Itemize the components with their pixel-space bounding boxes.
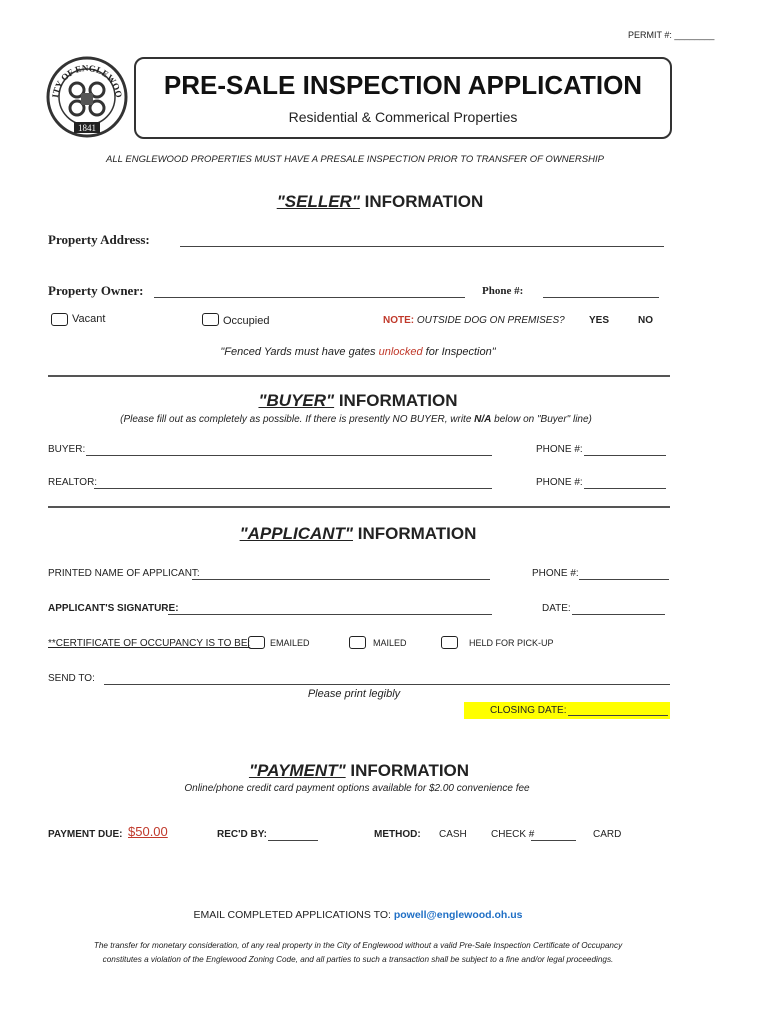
applicant-phone-label: PHONE #: <box>532 568 579 579</box>
emailed-label: EMAILED <box>270 638 310 648</box>
signature-field[interactable] <box>168 614 492 615</box>
date-field[interactable] <box>572 614 665 615</box>
seller-title-rest: INFORMATION <box>359 192 484 211</box>
printed-name-field[interactable] <box>192 579 490 580</box>
send-to-label: SEND TO: <box>48 673 95 684</box>
closing-date-field[interactable] <box>568 715 668 716</box>
held-label: HELD FOR PICK-UP <box>469 638 554 648</box>
check-number-field[interactable] <box>531 840 576 841</box>
method-label: METHOD: <box>374 829 421 840</box>
notice-text: ALL ENGLEWOOD PROPERTIES MUST HAVE A PRESALE INSPECTION PRIOR TO TRANSFER OF OWNERSHIP <box>106 154 604 165</box>
payment-title-rest: INFORMATION <box>345 761 470 780</box>
realtor-phone-field[interactable] <box>584 488 666 489</box>
email-instructions <box>0 909 716 921</box>
recd-by-field[interactable] <box>268 840 318 841</box>
buyer-field[interactable] <box>86 455 492 456</box>
occupied-label: Occupied <box>223 315 270 327</box>
mailed-label: MAILED <box>373 638 407 648</box>
seal-top-text: ITY OF ENGLEWOO <box>50 62 124 99</box>
closing-date-label: CLOSING DATE: <box>490 705 567 716</box>
realtor-phone-label: PHONE #: <box>536 477 583 488</box>
date-label: DATE: <box>542 603 571 614</box>
divider <box>48 375 670 377</box>
coo-label-text: **CERTIFICATE OF OCCUPANCY IS TO BE: <box>48 638 251 649</box>
realtor-field[interactable] <box>94 488 492 489</box>
permit-number: PERMIT #: ________ <box>628 30 715 40</box>
cash-option[interactable]: CASH <box>439 829 467 840</box>
print-legibly-note: Please print legibly <box>307 688 401 700</box>
seller-title-q: "SELLER" <box>276 192 360 211</box>
instructions-post: below on "Buyer" line) <box>491 414 592 425</box>
note-text: OUTSIDE DOG ON PREMISES? <box>414 315 565 326</box>
payment-title-q: "PAYMENT" <box>248 761 346 780</box>
buyer-title-rest: INFORMATION <box>334 391 458 410</box>
payment-section-title <box>0 761 744 781</box>
signature-label: APPLICANT'S SIGNATURE: <box>48 603 179 614</box>
buyer-phone-label: PHONE #: <box>536 444 583 455</box>
dog-no-option[interactable]: NO <box>638 315 653 326</box>
note-label: NOTE: <box>383 315 415 326</box>
page-title: PRE-SALE INSPECTION APPLICATION <box>163 70 643 100</box>
printed-name-label: PRINTED NAME OF APPLICANT: <box>48 568 200 579</box>
buyer-title-q: "BUYER" <box>258 391 335 410</box>
seller-phone-label: Phone #: <box>482 285 524 297</box>
email-label: EMAIL COMPLETED APPLICATIONS TO: <box>193 909 394 921</box>
applicant-title-rest: INFORMATION <box>353 524 477 543</box>
online-payment-note: Online/phone credit card payment options available for $2.00 convenience fee <box>184 783 530 794</box>
check-option[interactable]: CHECK # <box>491 829 535 840</box>
recd-by-label: REC'D BY: <box>217 829 267 840</box>
email-address-link[interactable]: powell@englewood.oh.us <box>393 909 523 921</box>
property-address-label: Property Address: <box>48 232 150 247</box>
vacant-label: Vacant <box>72 313 106 325</box>
card-option[interactable]: CARD <box>593 829 622 840</box>
instructions-na: N/A <box>474 414 492 425</box>
emailed-checkbox[interactable] <box>248 636 265 649</box>
occupied-checkbox[interactable] <box>202 313 219 326</box>
fence-red: unlocked <box>378 346 423 358</box>
fence-pre: "Fenced Yards must have gates <box>220 346 379 358</box>
applicant-section-title <box>0 524 743 544</box>
city-seal <box>46 56 128 138</box>
payment-due-label: PAYMENT DUE: <box>48 829 123 840</box>
vacant-checkbox[interactable] <box>51 313 68 326</box>
property-address-field[interactable] <box>180 246 664 247</box>
buyer-instructions <box>0 414 712 425</box>
realtor-label: REALTOR: <box>48 477 98 488</box>
legal-footer-line-1: The transfer for monetary consideration, of any real property in the City of Englewood without a valid Pre-Sale Inspection Certificate of Occupancy <box>93 941 623 950</box>
divider <box>48 506 670 508</box>
seal-year: 1841 <box>78 123 96 133</box>
dog-note <box>383 315 565 326</box>
buyer-phone-field[interactable] <box>584 455 666 456</box>
held-checkbox[interactable] <box>441 636 458 649</box>
fence-notice <box>0 346 716 358</box>
property-owner-field[interactable] <box>154 297 465 298</box>
applicant-title-q: "APPLICANT" <box>239 524 353 543</box>
seller-section-title <box>0 192 765 212</box>
send-to-field[interactable] <box>104 684 670 685</box>
page-subtitle: Residential & Commerical Properties <box>288 109 518 125</box>
fence-post: for Inspection" <box>422 346 496 358</box>
buyer-section-title <box>0 391 743 411</box>
payment-due-amount: $50.00 <box>128 824 168 839</box>
instructions-pre: (Please fill out as completely as possible. If there is presently NO BUYER, write <box>120 414 475 425</box>
legal-footer-line-2: constitutes a violation of the Englewood Zoning Code, and all parties to such a transaction shall be subject to a fine and/or legal proceedings. <box>102 955 614 964</box>
applicant-phone-field[interactable] <box>579 579 669 580</box>
mailed-checkbox[interactable] <box>349 636 366 649</box>
seller-phone-field[interactable] <box>543 297 659 298</box>
dog-yes-option[interactable]: YES <box>589 315 610 326</box>
coo-label <box>48 638 250 649</box>
property-owner-label: Property Owner: <box>48 283 144 298</box>
buyer-label: BUYER: <box>48 444 86 455</box>
